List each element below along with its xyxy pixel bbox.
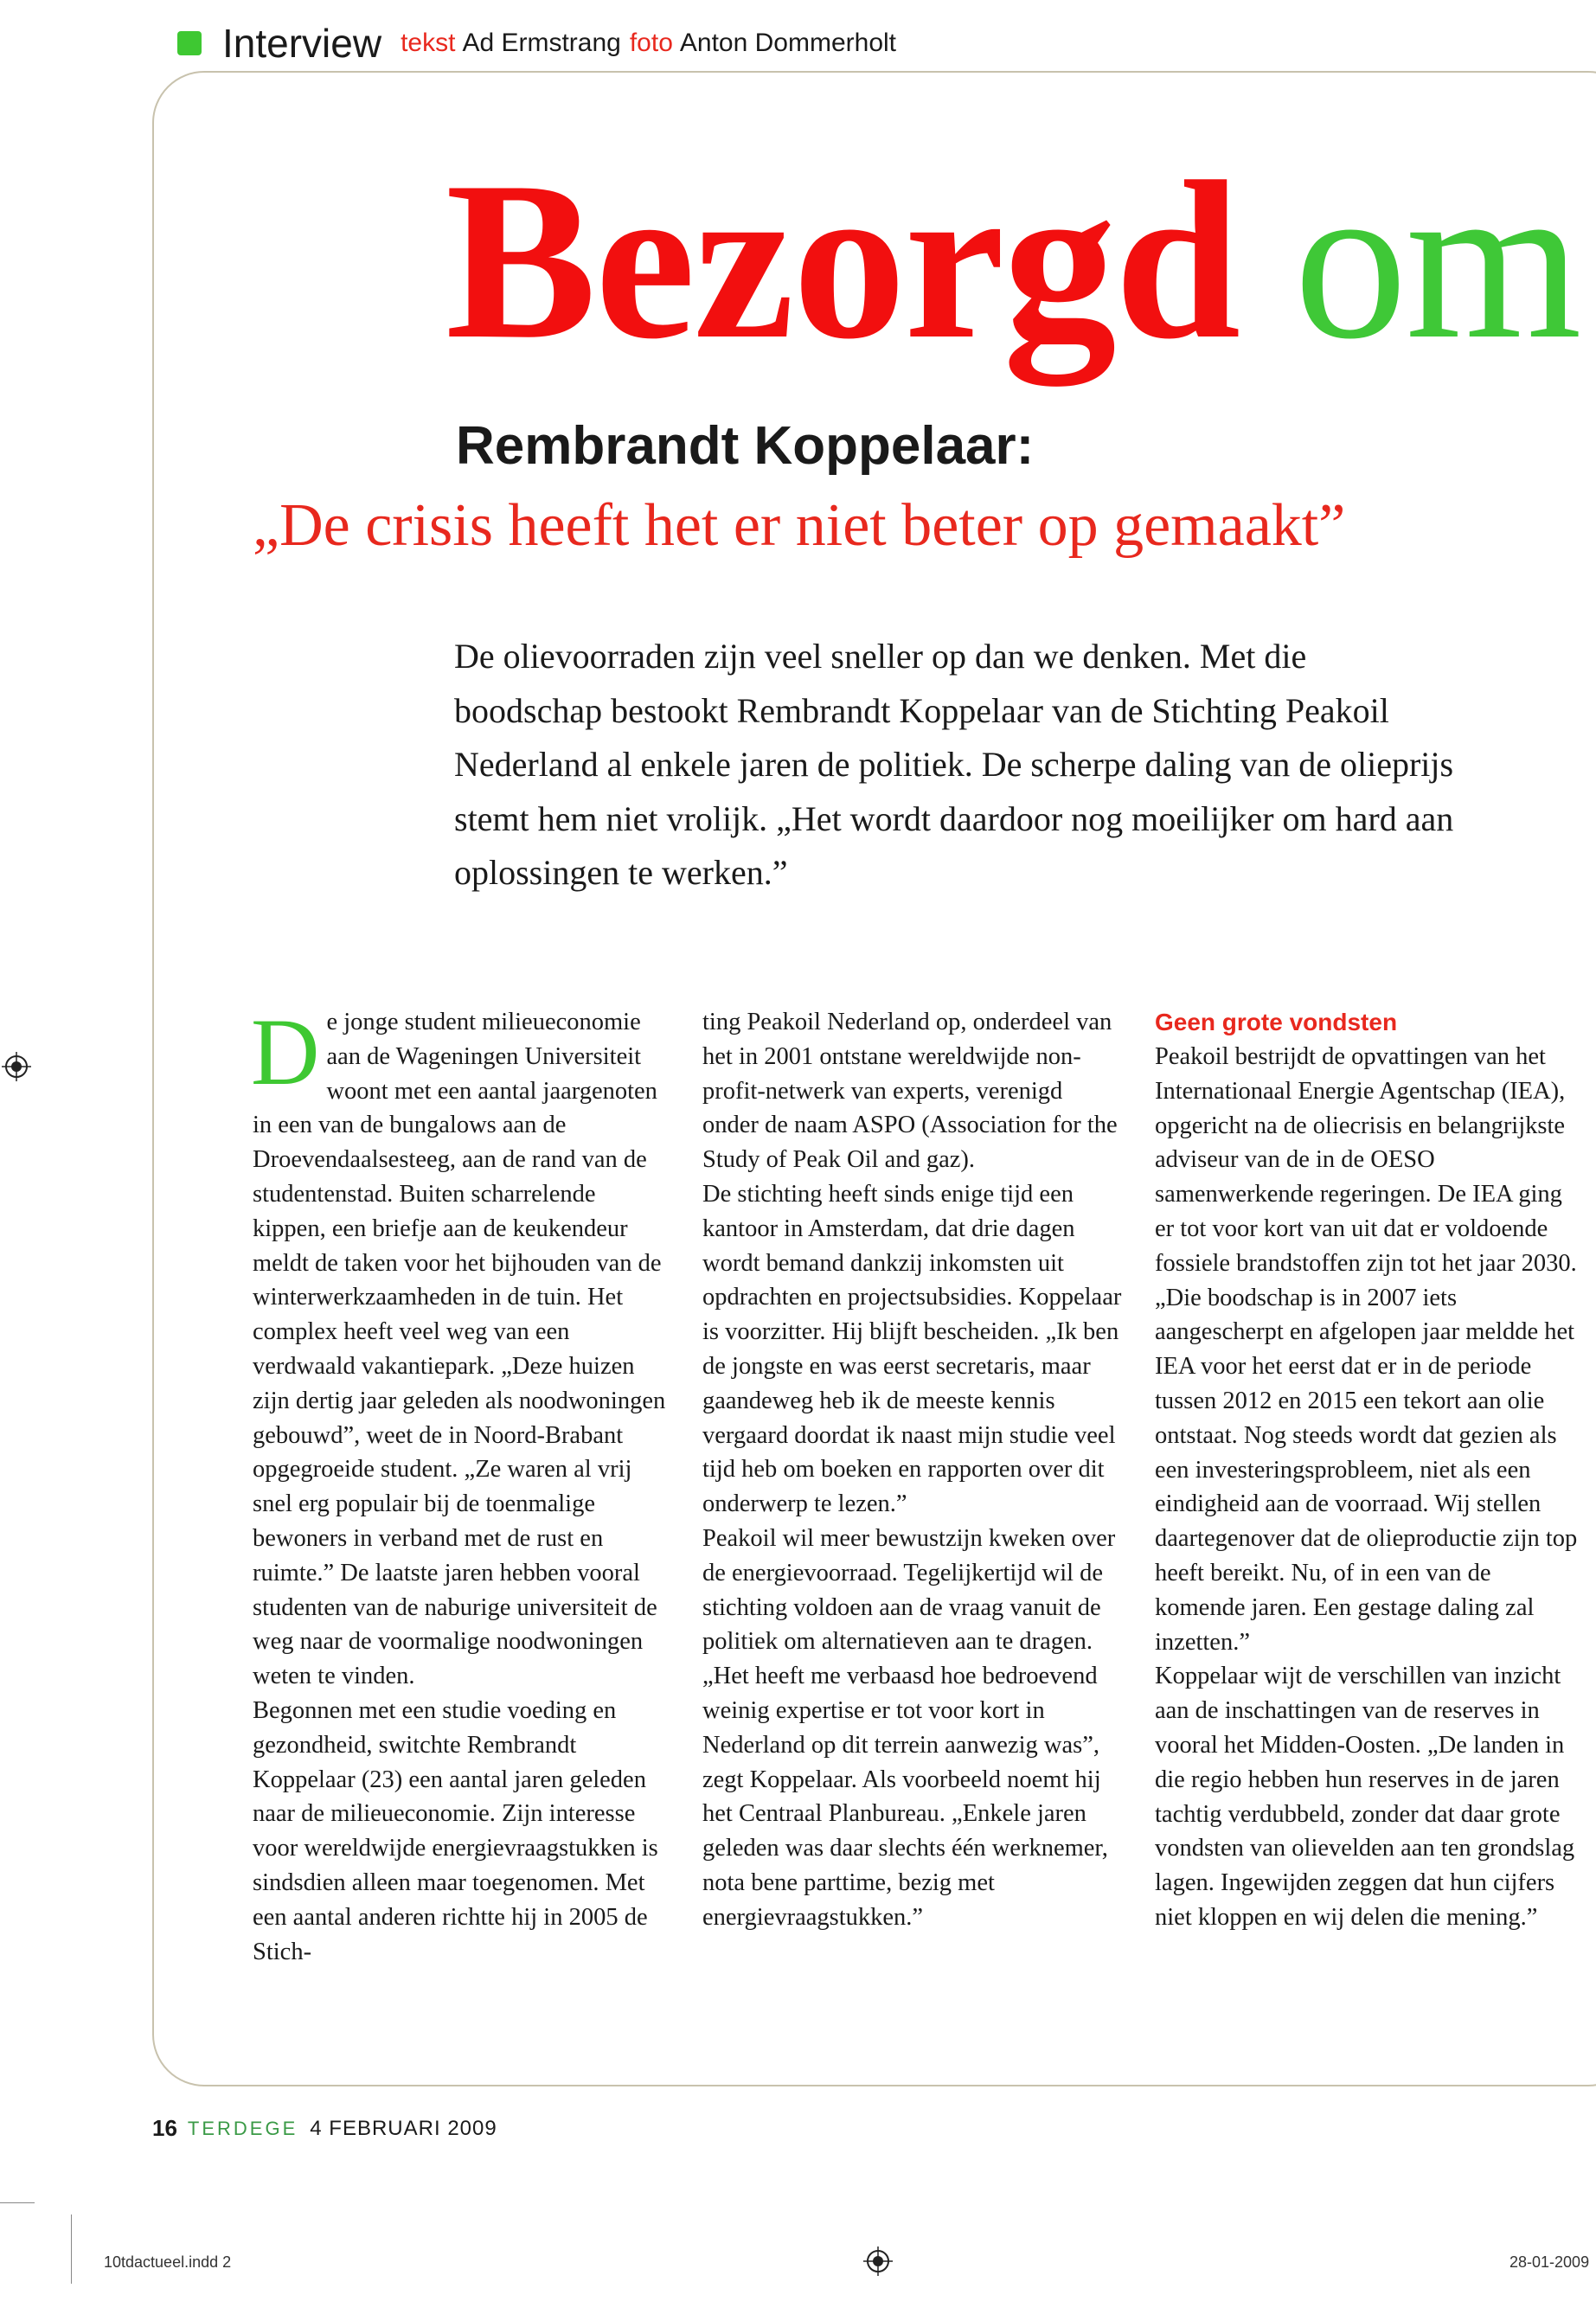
body-column-3: [1155, 1005, 1587, 1935]
title-word-red: Bezorgd: [445, 135, 1240, 386]
photo-credit-label: foto: [629, 29, 673, 57]
body-paragraph: Peakoil bestrijdt de opvattingen van het Internationaal Energie Agentschap (IEA), opgericht na de oliecrisis en belangrijkste adviseur van de in de OESO samenwerkende regeringen. De IEA ging er tot voor kort van uit dat er voldoende fossiele brandstoffen zijn tot het jaar 2030. „Die boodschap is in 2007 iets aangescherpt en afgelopen jaar meldde het IEA voor het eerst dat er in de periode tussen 2012 en 2015 een tekort aan olie ontstaat. Nog steeds wordt dat gezien als een investeringsprobleem, niet als een eindigheid aan de voorraad. Wij stellen daartegenover dat de olieproductie zijn top heeft bereikt. Nu, of in een van de komende jaren. Een gestage daling zal inzetten.”: [1155, 1043, 1578, 1656]
drop-cap: D: [251, 999, 320, 1105]
body-column-1: [251, 999, 672, 1969]
crop-line: [0, 2202, 35, 2203]
body-paragraph: [251, 999, 672, 1694]
body-paragraph: Peakoil wil meer bewustzijn kweken over de energievoorraad. Tegelijkertijd wil de stichting voldoen aan de vraag vanuit de politiek om alternatieven aan te dragen. „Het heeft me verbaasd hoe bedroevend weinig expertise er tot voor kort in Nederland op dit terrein aanwezig was”, zegt Koppelaar. Als voorbeeld noemt hij het Centraal Planbureau. „Enkele jaren geleden was daar slechts één werknemer, nota bene parttime, bezig met energievraagstukken.”: [702, 1524, 1116, 1931]
article-title: [445, 135, 1580, 386]
section-heading: Geen grote vondsten: [1155, 1009, 1398, 1035]
section-square-icon: [177, 31, 202, 55]
body-paragraph: Begonnen met een studie voeding en gezondheid, switchte Rembrandt Koppelaar (23) een aantal jaren geleden naar de milieueconomie. Zijn interesse voor wereldwijde energievraagstukken is sindsdien alleen maar toegenomen. Met een aantal anderen richtte hij in 2005 de Stich-: [253, 1696, 658, 1965]
body-paragraph-text: e jonge student milieueconomie aan de Wageningen Universiteit woont met een aantal jaargenoten in een van de bungalows aan de Droevendaalsesteeg, aan de rand van de studentenstad. Buiten scharrelende kippen, een briefje aan de keukendeur meldt de taken voor het bijhouden van de winterwerkzaamheden in de tuin. Het complex heeft veel weg van een verdwaald vakantiepark. „Deze huizen zijn dertig jaar geleden als noodwoningen gebouwd”, weet de in Noord-Brabant opgegroeide student. „Ze waren al vrij snel erg populair bij de toenmalige bewoners in verband met de rust en ruimte.” De laatste jaren hebben vooral studenten van de naburige universiteit de weg naar de voormalige noodwoningen weten te vinden.: [253, 1009, 666, 1690]
photographer-name: Anton Dommerholt: [679, 29, 896, 57]
article-header: [177, 17, 905, 69]
author-name: Ad Ermstrang: [462, 29, 621, 57]
page-number: 16: [152, 2115, 177, 2141]
body-paragraph: ting Peakoil Nederland op, onderdeel van het in 2001 ontstane wereldwijde non-profit-netwerk van experts, verenigd onder de naam ASPO (Association for the Study of Peak Oil and gaz).: [702, 1009, 1118, 1174]
page-footer: [152, 2115, 497, 2142]
subtitle-quote: „De crisis heeft het er niet beter op gemaakt”: [253, 492, 1346, 559]
intro-paragraph: De olievoorraden zijn veel sneller op dan we denken. Met die boodschap bestookt Rembrandt Koppelaar van de Stichting Peakoil Nederland al enkele jaren de politiek. De scherpe daling van de olieprijs stemt hem niet vrolijk. „Het wordt daardoor nog moeilijker om hard aan oplossingen te werken.”: [454, 637, 1454, 892]
body-paragraph: De stichting heeft sinds enige tijd een kantoor in Amsterdam, dat drie dagen wordt bemand dankzij inkomsten uit opdrachten en projectsubsidies. Koppelaar is voorzitter. Hij blijft bescheiden. „Ik ben de jongste en was eerst secretaris, maar gaandeweg heb ik de meeste kennis vergaard doordat ik naast mijn studie veel tijd heb om boeken en rapporten over dit onderwerp te lezen.”: [702, 1180, 1122, 1518]
slug-date: 28-01-2009: [1509, 2253, 1590, 2271]
issue-date: 4 FEBRUARI 2009: [310, 2116, 497, 2140]
registration-mark-icon: [863, 2247, 893, 2276]
title-word-green: om: [1293, 135, 1580, 386]
magazine-name: TERDEGE: [187, 2117, 298, 2139]
subtitle-name: Rembrandt Koppelaar:: [456, 416, 1035, 476]
crop-line: [71, 2214, 72, 2284]
slug-filename: 10tdactueel.indd 2: [104, 2253, 232, 2271]
text-credit-label: tekst: [401, 29, 456, 57]
body-paragraph: Koppelaar wijt de verschillen van inzicht aan de inschattingen van de reserves in vooral het Midden-Oosten. „De landen in die regio hebben hun reserves in de jaren tachtig verdubbeld, zonder dat daar grote vondsten van olievelden aan ten grondslag lagen. Ingewijden zeggen dat hun cijfers niet kloppen en wij delen die mening.”: [1155, 1663, 1575, 1931]
registration-mark-icon: [2, 1052, 31, 1081]
body-column-2: [702, 1005, 1122, 1935]
section-label: Interview: [222, 21, 382, 66]
